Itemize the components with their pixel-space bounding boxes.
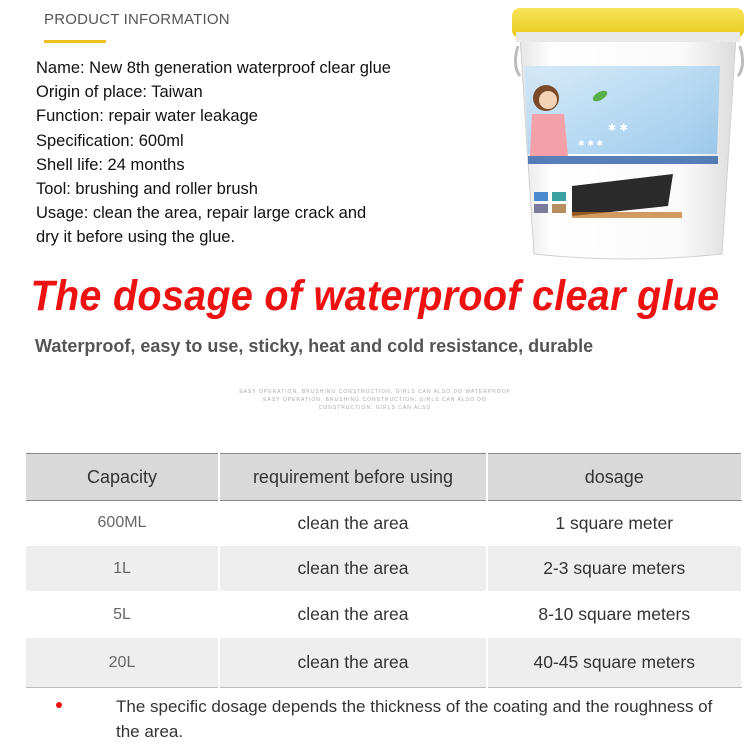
- cell-dosage: 40-45 square meters: [487, 638, 741, 688]
- cell-requirement: clean the area: [219, 501, 487, 546]
- dosage-table: [24, 453, 742, 688]
- table-row: [25, 592, 741, 638]
- svg-text:✱ ✱ ✱: ✱ ✱ ✱: [578, 139, 604, 148]
- cell-dosage: 1 square meter: [487, 501, 741, 546]
- bullet-dot-icon: [56, 702, 62, 708]
- spec-usage-2: dry it before using the glue.: [36, 228, 236, 247]
- cell-capacity: 600ML: [25, 501, 219, 546]
- spec-specification: Specification: 600ml: [36, 131, 184, 150]
- dosage-headline: The dosage of waterproof clear glue: [30, 272, 720, 320]
- cell-dosage: 8-10 square meters: [487, 592, 741, 638]
- cell-requirement: clean the area: [219, 592, 487, 638]
- tiny-text-line: EASY OPERATION, BRUSHING CONSTRUCTION, GIRLS CAN ALSO DO WATERPROOF: [239, 389, 511, 395]
- dosage-note: The specific dosage depends the thickness of the coating and the roughness of the area.: [116, 697, 713, 741]
- cell-dosage: 2-3 square meters: [487, 546, 741, 592]
- svg-text:✱ ✱: ✱ ✱: [608, 123, 628, 134]
- cell-requirement: clean the area: [219, 546, 487, 592]
- spec-name: Name: New 8th generation waterproof clear glue: [36, 59, 391, 77]
- glue-bucket-image: [508, 6, 748, 262]
- table-row: [25, 501, 741, 546]
- product-info-header: PRODUCT INFORMATION: [44, 11, 230, 28]
- spec-usage-1: Usage: clean the area, repair large crack and: [36, 204, 367, 223]
- decorative-small-text: [0, 388, 750, 412]
- header-underline: [44, 40, 106, 43]
- table-header-row: [25, 454, 741, 501]
- tiny-text-line: EASY OPERATION, BRUSHING CONSTRUCTION, GIRLS CAN ALSO DO: [263, 397, 487, 403]
- product-spec-list: [36, 56, 391, 250]
- spec-tool: Tool: brushing and roller brush: [36, 180, 258, 199]
- spec-shell-life: Shell life: 24 months: [36, 155, 185, 174]
- spec-function: Function: repair water leakage: [36, 107, 258, 126]
- tiny-text-line: CONSTRUCTION, GIRLS CAN ALSO: [318, 405, 432, 411]
- feature-subheadline: Waterproof, easy to use, sticky, heat and cold resistance, durable: [35, 336, 594, 356]
- cell-capacity: 5L: [25, 592, 219, 638]
- table-row: [25, 546, 741, 592]
- cell-requirement: clean the area: [219, 638, 487, 688]
- cell-capacity: 1L: [25, 546, 219, 592]
- table-row: [25, 638, 741, 688]
- column-header-requirement: requirement before using: [219, 454, 487, 501]
- spec-origin: Origin of place: Taiwan: [36, 83, 203, 102]
- cell-capacity: 20L: [25, 638, 219, 688]
- column-header-dosage: dosage: [487, 454, 741, 501]
- column-header-capacity: Capacity: [25, 454, 219, 501]
